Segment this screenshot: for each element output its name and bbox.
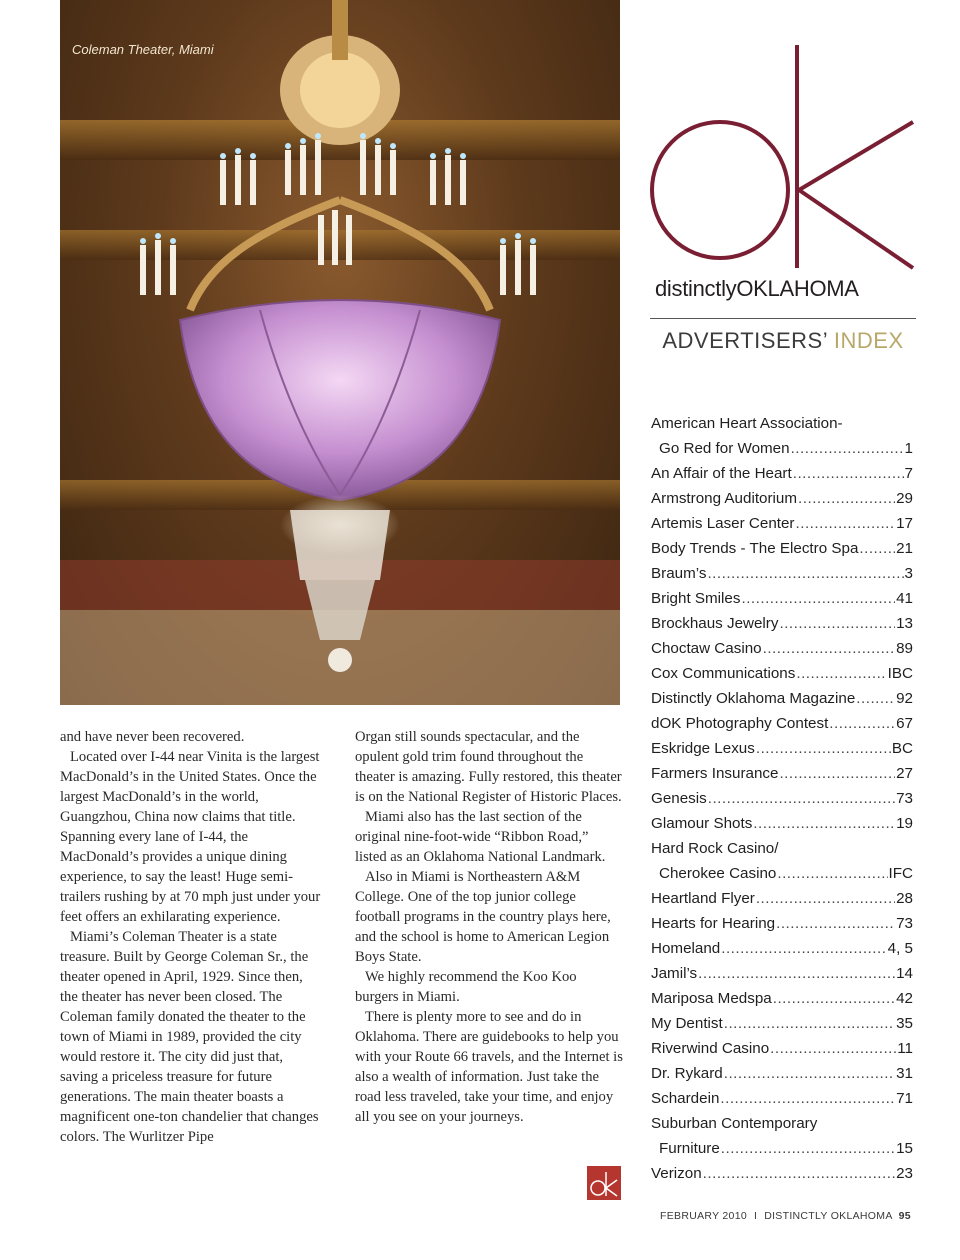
dot-leader: [708, 786, 895, 811]
index-entry-name: Bright Smiles: [651, 590, 741, 607]
index-entry-name: Braum’s: [651, 565, 707, 582]
paragraph: Located over I-44 near Vinita is the largest MacDonald’s in the United States. Once the largest MacDonald’s in the world, Guangzhou, China now claims that title. Spanning every lane of I-44, the MacDonald’s provides a unique dining experience, to say the least! Huge semi-trailers rushing by at 70 mph just under your feet offers an exhilarating experience.: [60, 749, 321, 925]
index-entry: [651, 986, 913, 1011]
index-heading: [650, 328, 916, 354]
index-entry-page: 11: [897, 1040, 913, 1057]
dot-leader: [707, 561, 903, 586]
index-entry-name: Go Red for Women: [659, 440, 790, 457]
index-entry: [651, 861, 913, 886]
index-entry: [651, 536, 913, 561]
chandelier-photo: [60, 0, 620, 705]
index-entry: [651, 1036, 913, 1061]
dot-leader: [798, 486, 895, 511]
index-entry: [651, 886, 913, 911]
index-entry-page: 35: [896, 1015, 913, 1032]
index-heading-part2: INDEX: [833, 328, 904, 353]
index-entry-name: Distinctly Oklahoma Magazine: [651, 690, 856, 707]
index-entry: [651, 436, 913, 461]
index-entry-page: 92: [896, 690, 913, 707]
dot-leader: [770, 1036, 896, 1061]
index-entry-name: Dr. Rykard: [651, 1065, 723, 1082]
index-entry-name: Farmers Insurance: [651, 765, 779, 782]
index-entry-page: BC: [891, 740, 913, 757]
index-entry-page: 41: [896, 590, 913, 607]
index-entry-name: Genesis: [651, 790, 707, 807]
index-entry-name: Body Trends - The Electro Spa: [651, 540, 859, 557]
index-entry-name: Cherokee Casino: [659, 865, 777, 882]
index-entry: [651, 786, 913, 811]
index-entry: [651, 711, 913, 736]
index-entry: [651, 461, 913, 486]
index-entry-page: 14: [896, 965, 913, 982]
index-entry-page: 29: [896, 490, 913, 507]
index-entry-page: 31: [896, 1065, 913, 1082]
paragraph: Miami also has the last section of the original nine-foot-wide “Ribbon Road,” listed as an Oklahoma National Landmark.: [355, 809, 606, 865]
dot-leader: [698, 961, 895, 986]
dot-leader: [859, 536, 895, 561]
paragraph: and have never been recovered.: [60, 729, 245, 745]
index-entry-name: Choctaw Casino: [651, 640, 762, 657]
index-entry-page: 73: [896, 915, 913, 932]
brand-name: distinctlyOKLAHOMA: [655, 276, 859, 301]
dot-leader: [791, 436, 904, 461]
dot-leader: [720, 1086, 895, 1111]
index-entry-page: 7: [904, 465, 913, 482]
index-entry: [651, 961, 913, 986]
index-entry-name: Mariposa Medspa: [651, 990, 772, 1007]
dot-leader: [721, 936, 886, 961]
index-entry-name: Jamil’s: [651, 965, 698, 982]
index-entry-page: 15: [896, 1140, 913, 1157]
index-entry: [651, 1061, 913, 1086]
index-entry: [651, 911, 913, 936]
index-entry-name: Heartland Flyer: [651, 890, 755, 907]
index-entry-page: 13: [896, 615, 913, 632]
index-entry-page: 4, 5: [887, 940, 913, 957]
index-entry: [651, 936, 913, 961]
index-entry-page: 42: [896, 990, 913, 1007]
dot-leader: [763, 636, 896, 661]
paragraph: Also in Miami is Northeastern A&M College. One of the top junior college football programs in the country plays here, and the school is home to American Legion Boys State.: [355, 869, 611, 965]
index-entry-page: 3: [904, 565, 913, 582]
index-entry-name: Glamour Shots: [651, 815, 753, 832]
index-entry-name: Hearts for Hearing: [651, 915, 776, 932]
index-entry-name: Suburban Contemporary: [651, 1115, 818, 1132]
dot-leader: [773, 986, 895, 1011]
index-entry-name: Hard Rock Casino/: [651, 840, 779, 857]
index-entry-page: 27: [896, 765, 913, 782]
paragraph: Miami’s Coleman Theater is a state treasure. Built by George Coleman Sr., the theater opened in April, 1929. Since then, the theater has never been closed. The Coleman family donated the theater to the town of Miami in 1989, provided the city would restore it. The city did just that, saving a priceless treasure for future generations. The main theater boasts a magnificent one-ton chandelier that changes colors. The Wurlitzer Pipe: [60, 929, 319, 1145]
index-entry: [651, 836, 913, 861]
index-entry: [651, 661, 913, 686]
index-entry-page: 21: [896, 540, 913, 557]
dot-leader: [776, 911, 895, 936]
index-entry-page: 73: [896, 790, 913, 807]
dot-leader: [856, 686, 895, 711]
dot-leader: [829, 711, 895, 736]
index-entry-name: Homeland: [651, 940, 721, 957]
index-entry-name: An Affair of the Heart: [651, 465, 792, 482]
ok-logo: [645, 40, 935, 280]
dot-leader: [724, 1011, 895, 1036]
index-entry-name: Verizon: [651, 1165, 702, 1182]
chandelier-illustration: [60, 0, 620, 705]
footer-page-number: 95: [898, 1210, 911, 1222]
index-entry: [651, 411, 913, 436]
ok-mini-logo: [587, 1166, 621, 1200]
index-entry-name: Artemis Laser Center: [651, 515, 795, 532]
index-entry-page: 28: [896, 890, 913, 907]
index-entry: [651, 486, 913, 511]
page-footer: [660, 1210, 911, 1222]
index-entry-name: Armstrong Auditorium: [651, 490, 798, 507]
dot-leader: [779, 611, 895, 636]
dot-leader: [756, 736, 891, 761]
index-entry: [651, 1136, 913, 1161]
dot-leader: [777, 861, 887, 886]
index-entry: [651, 1161, 913, 1186]
index-entry-page: 67: [896, 715, 913, 732]
dot-leader: [779, 761, 895, 786]
index-entry: [651, 586, 913, 611]
advertisers-index: [651, 411, 913, 1186]
index-entry: [651, 636, 913, 661]
index-entry-page: 89: [896, 640, 913, 657]
index-entry-name: Furniture: [659, 1140, 720, 1157]
index-entry-page: 17: [896, 515, 913, 532]
index-entry: [651, 736, 913, 761]
index-entry-name: dOK Photography Contest: [651, 715, 829, 732]
dot-leader: [724, 1061, 895, 1086]
dot-leader: [741, 586, 895, 611]
paragraph: There is plenty more to see and do in Oklahoma. There are guidebooks to help you with your Route 66 travels, and the Internet is also a wealth of information. Just take the road less traveled, take your time, and enjoy all you see on your journeys.: [355, 1009, 623, 1125]
dot-leader: [793, 461, 904, 486]
index-entry-page: IBC: [887, 665, 913, 682]
index-entry-page: 19: [896, 815, 913, 832]
dot-leader: [721, 1136, 895, 1161]
index-entry-page: 23: [896, 1165, 913, 1182]
index-entry: [651, 1111, 913, 1136]
dot-leader: [796, 511, 896, 536]
footer-separator: I: [753, 1210, 758, 1222]
index-entry-page: 1: [904, 440, 913, 457]
index-entry-name: Schardein: [651, 1090, 720, 1107]
index-heading-part1: ADVERTISERS’: [662, 328, 828, 353]
article-column-middle: [355, 727, 623, 1127]
paragraph: Organ still sounds spectacular, and the opulent gold trim found throughout the theater is amazing. Fully restored, this theater is on the National Register of Historic Places.: [355, 729, 622, 805]
index-entry: [651, 811, 913, 836]
dot-leader: [703, 1161, 895, 1186]
index-entry: [651, 511, 913, 536]
index-entry: [651, 686, 913, 711]
index-entry-name: Cox Communications: [651, 665, 796, 682]
footer-publication: DISTINCTLY OKLAHOMA: [764, 1210, 893, 1222]
index-entry-page: 71: [896, 1090, 913, 1107]
index-entry: [651, 761, 913, 786]
index-entry: [651, 561, 913, 586]
dot-leader: [753, 811, 895, 836]
dot-leader: [756, 886, 895, 911]
index-entry-name: Brockhaus Jewelry: [651, 615, 779, 632]
index-entry: [651, 1086, 913, 1111]
index-entry-name: My Dentist: [651, 1015, 723, 1032]
footer-issue: FEBRUARY 2010: [660, 1210, 747, 1222]
index-entry-name: Eskridge Lexus: [651, 740, 755, 757]
index-entry: [651, 611, 913, 636]
paragraph: We highly recommend the Koo Koo burgers in Miami.: [355, 969, 577, 1005]
index-entry: [651, 1011, 913, 1036]
article-column-left: [60, 727, 322, 1147]
index-entry-name: American Heart Association-: [651, 415, 843, 432]
index-entry-name: Riverwind Casino: [651, 1040, 770, 1057]
index-entry-page: IFC: [888, 865, 913, 882]
dot-leader: [796, 661, 886, 686]
divider: [650, 318, 916, 319]
photo-caption: Coleman Theater, Miami: [72, 42, 214, 57]
